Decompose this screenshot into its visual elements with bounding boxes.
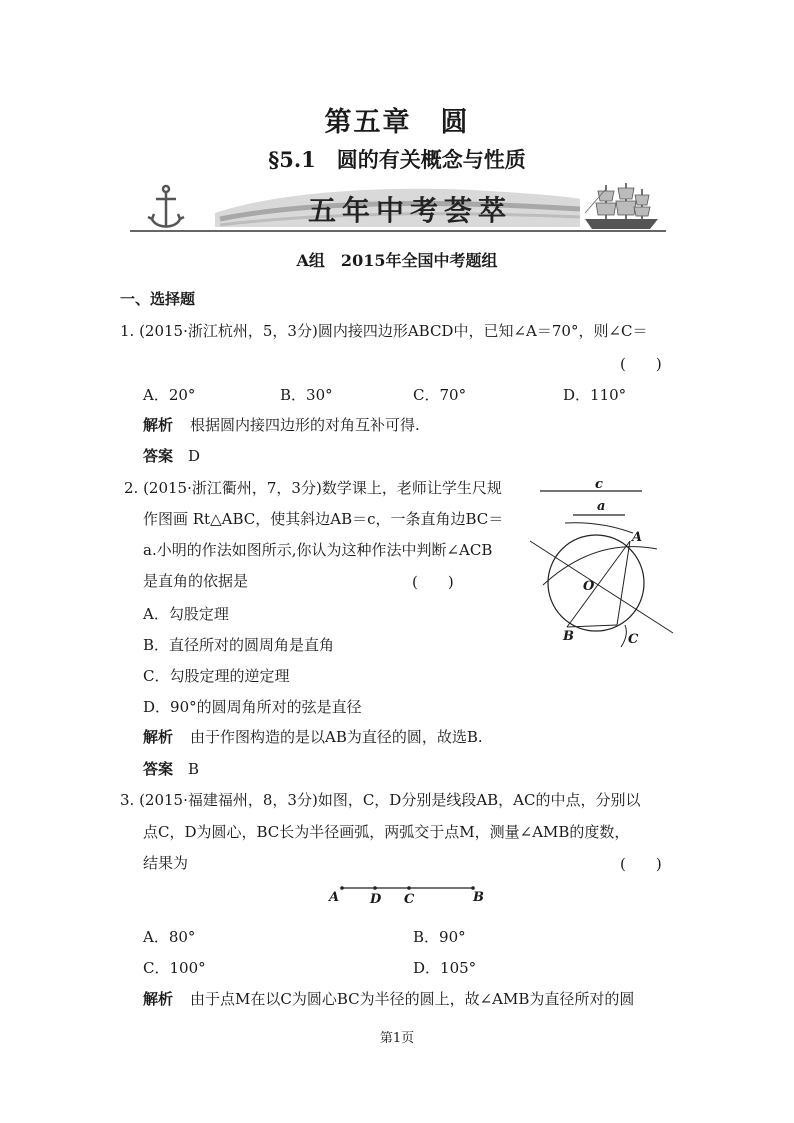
q1-analysis-label: 解析 <box>143 416 174 434</box>
q2-label-O: O <box>583 579 595 594</box>
q3-analysis-label: 解析 <box>143 990 174 1008</box>
q1-answer-label: 答案 <box>143 447 174 465</box>
q1-option-c: C．70° <box>413 386 467 404</box>
q2-answer-label: 答案 <box>143 760 174 778</box>
q1-analysis: 根据圆内接四边形的对角互补可得. <box>190 416 420 434</box>
q2-option-c: C．勾股定理的逆定理 <box>143 667 290 685</box>
section-title: §5.1 圆的有关概念与性质 <box>268 147 526 172</box>
q3-label-A: A <box>329 890 340 905</box>
q1-option-d: D．110° <box>563 386 627 404</box>
q3-option-d: D．105° <box>413 959 477 977</box>
q2-line-1: 2. (2015·浙江衢州，7，3分)数学课上，老师让学生尺规 <box>124 479 502 497</box>
q3-label-B: B <box>473 890 484 905</box>
q1-answer: D <box>188 447 201 465</box>
q3-option-c: C．100° <box>143 959 206 977</box>
q2-line-3: a.小明的作法如图所示,你认为这种作法中判断∠ACB <box>143 541 493 559</box>
q3-line-3: 结果为 <box>143 854 189 872</box>
q3-label-D: D <box>370 892 382 907</box>
q3-figure <box>325 880 495 910</box>
q2-option-a: A．勾股定理 <box>143 605 229 623</box>
anchor-icon <box>148 186 184 227</box>
q2-figure <box>525 475 675 655</box>
q2-label-A: A <box>632 530 643 545</box>
q2-label-C: C <box>628 632 639 647</box>
q2-analysis-label: 解析 <box>143 728 174 746</box>
q2-label-a: a <box>597 499 606 514</box>
q2-option-b: B．直径所对的圆周角是直角 <box>143 636 335 654</box>
q3-blank: ( ) <box>620 855 662 873</box>
q2-answer: B <box>188 760 200 778</box>
q1-option-b: B．30° <box>280 386 333 404</box>
q3-option-b: B．90° <box>413 928 466 946</box>
q2-line-2: 作图画 Rt△ABC，使其斜边AB＝c，一条直角边BC＝ <box>143 510 504 528</box>
q2-analysis: 由于作图构造的是以AB为直径的圆，故选B. <box>190 728 483 746</box>
q1-blank: ( ) <box>620 355 662 373</box>
q1-line-1: 1. (2015·浙江杭州，5，3分)圆内接四边形ABCD中，已知∠A＝70°，则∠C＝ <box>120 322 648 340</box>
banner-text: 五年中考荟萃 <box>308 194 513 227</box>
q3-line-2: 点C，D为圆心，BC长为半径画弧，两弧交于点M，测量∠AMB的度数， <box>143 823 630 841</box>
q2-blank: ( ) <box>412 573 454 591</box>
q3-analysis: 由于点M在以C为圆心BC为半径的圆上，故∠AMB为直径所对的圆 <box>190 990 635 1008</box>
q3-option-a: A．80° <box>143 928 196 946</box>
q2-option-d: D．90°的圆周角所对的弦是直径 <box>143 698 362 716</box>
page-number: 第1页 <box>379 1031 415 1046</box>
q2-line-4: 是直角的依据是 <box>143 572 249 590</box>
section-heading: 一、选择题 <box>120 290 196 308</box>
group-title: A组 2015年全国中考题组 <box>296 251 498 270</box>
q3-line-1: 3. (2015·福建福州，8，3分)如图，C，D分别是线段AB，AC的中点，分别以 <box>120 791 641 809</box>
q1-option-a: A．20° <box>143 386 196 404</box>
q3-label-C: C <box>404 892 415 907</box>
banner <box>130 183 666 235</box>
q2-label-c: c <box>595 477 603 492</box>
chapter-title: 第五章 圆 <box>324 107 470 138</box>
ship-icon <box>585 183 658 229</box>
q2-label-B: B <box>563 629 574 644</box>
